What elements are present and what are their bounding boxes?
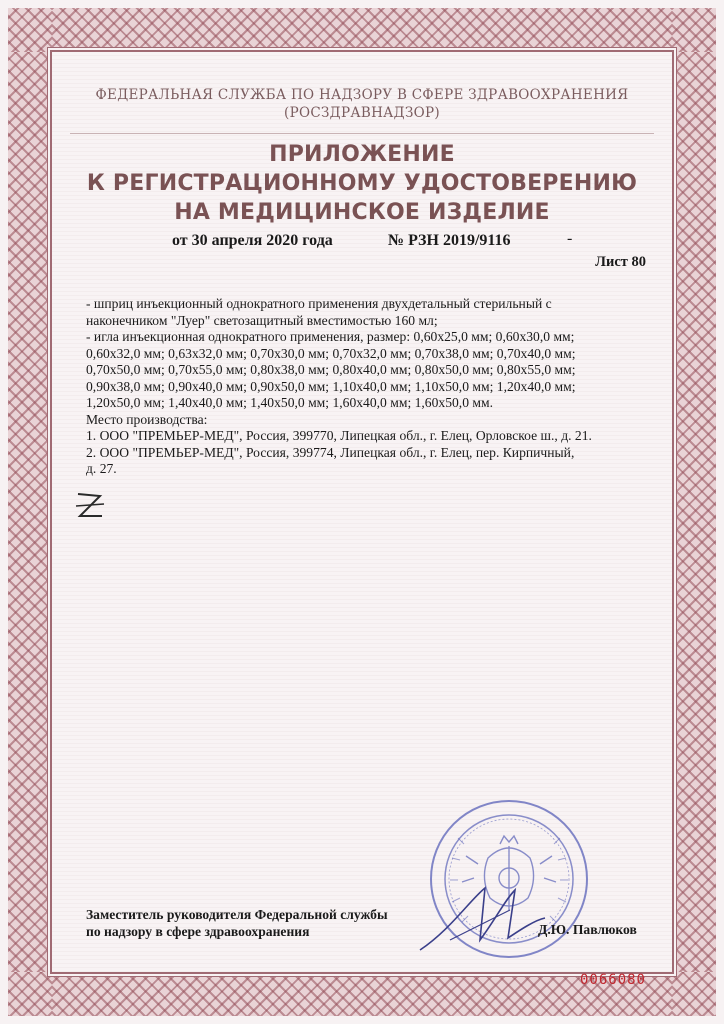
signer-name: Д.Ю. Павлюков	[538, 922, 637, 937]
body-line: 1. ООО "ПРЕМЬЕР-МЕД", Россия, 399770, Липецкая обл., г. Елец, Орловское ш., д. 21.	[86, 428, 592, 443]
registration-dash: -	[567, 230, 573, 247]
document-body	[86, 296, 646, 478]
header-divider	[70, 133, 654, 134]
signer-title	[86, 906, 388, 940]
body-line: наконечником "Луер" светозащитный вместимостью 160 мл;	[86, 312, 438, 328]
body-line: Место производства:	[86, 411, 208, 427]
title-line-2: К РЕГИСТРАЦИОННОМУ УДОСТОВЕРЕНИЮ	[86, 171, 638, 196]
body-line: - шприц инъекционный однократного применения двухдетальный стерильный с	[86, 296, 552, 311]
agency-name: ФЕДЕРАЛЬНАЯ СЛУЖБА ПО НАДЗОРУ В СФЕРЕ ЗДРАВООХРАНЕНИЯ	[95, 87, 629, 103]
sheet-number: Лист 80	[595, 254, 646, 270]
body-line: 2. ООО "ПРЕМЬЕР-МЕД", Россия, 399774, Липецкая обл., г. Елец, пер. Кирпичный,	[86, 444, 575, 460]
body-line: 0,70x50,0 мм; 0,70x55,0 мм; 0,80x38,0 мм; 0,80x40,0 мм; 0,80x50,0 мм; 0,80x55,0 мм;	[86, 362, 576, 377]
title-line-1: ПРИЛОЖЕНИЕ	[269, 142, 455, 167]
body-line: 1,20x50,0 мм; 1,40x40,0 мм; 1,40x50,0 мм; 1,60x40,0 мм; 1,60x50,0 мм.	[86, 395, 493, 410]
title-line-3: НА МЕДИЦИНСКОЕ ИЗДЕЛИЕ	[174, 200, 550, 225]
signer-title-line-1: Заместитель руководителя Федеральной службы	[86, 907, 388, 922]
registration-number: № РЗН 2019/9116	[388, 232, 511, 249]
handwritten-mark	[70, 486, 110, 526]
signer-title-line-2: по надзору в сфере здравоохранения	[86, 924, 310, 939]
body-line: д. 27.	[86, 461, 117, 476]
document-title	[60, 140, 664, 227]
agency-abbreviation: (РОСЗДРАВНАДЗОР)	[284, 105, 440, 121]
body-line: 0,60x32,0 мм; 0,63x32,0 мм; 0,70x30,0 мм; 0,70x32,0 мм; 0,70x38,0 мм; 0,70x40,0 мм;	[86, 345, 576, 361]
registration-date: от 30 апреля 2020 года	[172, 232, 333, 249]
body-line: - игла инъекционная однократного применения, размер: 0,60x25,0 мм; 0,60x30,0 мм;	[86, 329, 575, 344]
serial-number: 0066080	[579, 972, 646, 988]
agency-header	[60, 86, 664, 122]
signature-icon	[410, 880, 550, 960]
body-line: 0,90x38,0 мм; 0,90x40,0 мм; 0,90x50,0 мм; 1,10x40,0 мм; 1,10x50,0 мм; 1,20x40,0 мм;	[86, 378, 576, 394]
